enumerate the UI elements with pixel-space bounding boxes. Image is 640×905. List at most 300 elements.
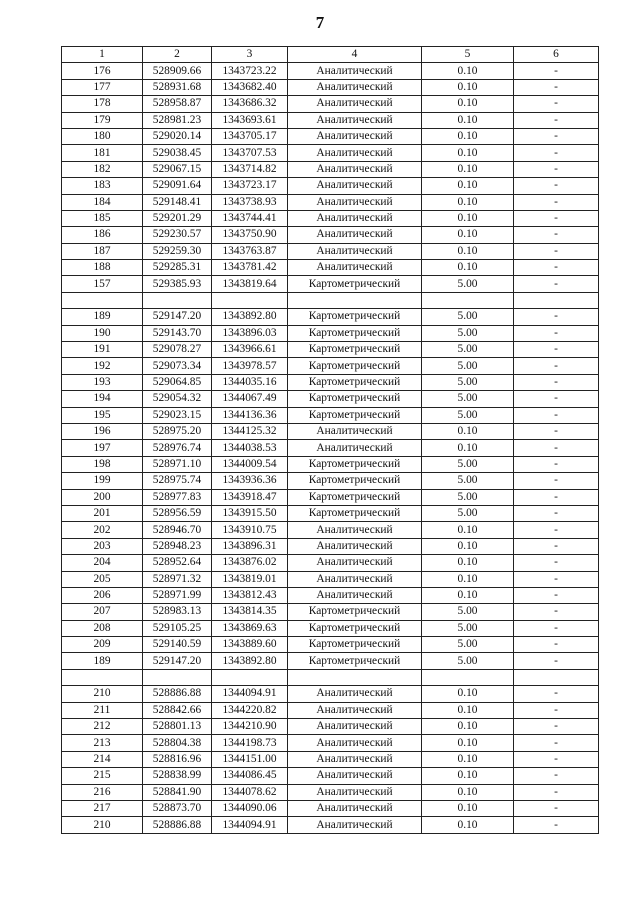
column-header: 4 bbox=[288, 47, 422, 63]
accuracy-cell: 5.00 bbox=[422, 309, 514, 325]
note-cell: - bbox=[514, 719, 599, 735]
point-number-cell: 199 bbox=[62, 473, 143, 489]
table-row bbox=[62, 522, 599, 538]
x-coordinate-cell: 529020.14 bbox=[143, 128, 212, 144]
point-number-cell: 157 bbox=[62, 276, 143, 292]
x-coordinate-cell: 529073.34 bbox=[143, 358, 212, 374]
accuracy-cell: 5.00 bbox=[422, 620, 514, 636]
x-coordinate-cell: 528948.23 bbox=[143, 538, 212, 554]
y-coordinate-cell: 1344067.49 bbox=[212, 391, 288, 407]
point-number-cell: 200 bbox=[62, 489, 143, 505]
y-coordinate-cell: 1343707.53 bbox=[212, 145, 288, 161]
table-row bbox=[62, 161, 599, 177]
accuracy-cell: 5.00 bbox=[422, 653, 514, 669]
table-row bbox=[62, 784, 599, 800]
x-coordinate-cell: 529067.15 bbox=[143, 161, 212, 177]
point-number-cell bbox=[62, 669, 143, 685]
table-row bbox=[62, 768, 599, 784]
x-coordinate-cell: 529285.31 bbox=[143, 260, 212, 276]
note-cell: - bbox=[514, 800, 599, 816]
accuracy-cell: 0.10 bbox=[422, 423, 514, 439]
y-coordinate-cell: 1343819.64 bbox=[212, 276, 288, 292]
point-number-cell: 207 bbox=[62, 604, 143, 620]
method-cell: Аналитический bbox=[288, 63, 422, 79]
method-cell: Аналитический bbox=[288, 686, 422, 702]
method-cell: Картометрический bbox=[288, 325, 422, 341]
method-cell: Картометрический bbox=[288, 653, 422, 669]
method-cell: Аналитический bbox=[288, 784, 422, 800]
point-number-cell: 213 bbox=[62, 735, 143, 751]
column-header: 2 bbox=[143, 47, 212, 63]
method-cell: Аналитический bbox=[288, 96, 422, 112]
method-cell: Аналитический bbox=[288, 260, 422, 276]
accuracy-cell: 5.00 bbox=[422, 358, 514, 374]
note-cell: - bbox=[514, 637, 599, 653]
point-number-cell: 214 bbox=[62, 751, 143, 767]
point-number-cell: 188 bbox=[62, 260, 143, 276]
note-cell: - bbox=[514, 210, 599, 226]
table-row bbox=[62, 358, 599, 374]
accuracy-cell bbox=[422, 669, 514, 685]
x-coordinate-cell: 528801.13 bbox=[143, 719, 212, 735]
table-row bbox=[62, 817, 599, 833]
note-cell: - bbox=[514, 342, 599, 358]
y-coordinate-cell: 1344094.91 bbox=[212, 686, 288, 702]
point-number-cell: 206 bbox=[62, 587, 143, 603]
note-cell: - bbox=[514, 686, 599, 702]
method-cell: Аналитический bbox=[288, 161, 422, 177]
y-coordinate-cell: 1344220.82 bbox=[212, 702, 288, 718]
method-cell: Картометрический bbox=[288, 407, 422, 423]
method-cell: Аналитический bbox=[288, 538, 422, 554]
accuracy-cell: 5.00 bbox=[422, 637, 514, 653]
accuracy-cell: 0.10 bbox=[422, 719, 514, 735]
x-coordinate-cell: 528976.74 bbox=[143, 440, 212, 456]
x-coordinate-cell: 528886.88 bbox=[143, 817, 212, 833]
accuracy-cell: 0.10 bbox=[422, 194, 514, 210]
accuracy-cell: 0.10 bbox=[422, 768, 514, 784]
method-cell: Картометрический bbox=[288, 358, 422, 374]
x-coordinate-cell: 528804.38 bbox=[143, 735, 212, 751]
table-row bbox=[62, 96, 599, 112]
y-coordinate-cell: 1343705.17 bbox=[212, 128, 288, 144]
table-row bbox=[62, 374, 599, 390]
accuracy-cell bbox=[422, 292, 514, 308]
x-coordinate-cell: 528956.59 bbox=[143, 505, 212, 521]
point-number-cell: 189 bbox=[62, 309, 143, 325]
x-coordinate-cell: 529064.85 bbox=[143, 374, 212, 390]
y-coordinate-cell: 1344038.53 bbox=[212, 440, 288, 456]
accuracy-cell: 5.00 bbox=[422, 374, 514, 390]
note-cell: - bbox=[514, 194, 599, 210]
point-number-cell: 198 bbox=[62, 456, 143, 472]
table-row bbox=[62, 243, 599, 259]
point-number-cell: 211 bbox=[62, 702, 143, 718]
table-row bbox=[62, 407, 599, 423]
accuracy-cell: 0.10 bbox=[422, 161, 514, 177]
accuracy-cell: 0.10 bbox=[422, 112, 514, 128]
accuracy-cell: 0.10 bbox=[422, 243, 514, 259]
point-number-cell: 197 bbox=[62, 440, 143, 456]
column-header: 1 bbox=[62, 47, 143, 63]
method-cell: Картометрический bbox=[288, 391, 422, 407]
x-coordinate-cell: 528952.64 bbox=[143, 555, 212, 571]
y-coordinate-cell: 1343936.36 bbox=[212, 473, 288, 489]
method-cell bbox=[288, 669, 422, 685]
x-coordinate-cell: 529078.27 bbox=[143, 342, 212, 358]
x-coordinate-cell: 528971.32 bbox=[143, 571, 212, 587]
y-coordinate-cell: 1343763.87 bbox=[212, 243, 288, 259]
accuracy-cell: 0.10 bbox=[422, 784, 514, 800]
x-coordinate-cell: 528977.83 bbox=[143, 489, 212, 505]
accuracy-cell: 0.10 bbox=[422, 79, 514, 95]
y-coordinate-cell: 1344198.73 bbox=[212, 735, 288, 751]
method-cell: Картометрический bbox=[288, 637, 422, 653]
y-coordinate-cell: 1343781.42 bbox=[212, 260, 288, 276]
point-number-cell: 203 bbox=[62, 538, 143, 554]
method-cell: Картометрический bbox=[288, 489, 422, 505]
table-row bbox=[62, 276, 599, 292]
table-row bbox=[62, 538, 599, 554]
table-row bbox=[62, 653, 599, 669]
accuracy-cell: 0.10 bbox=[422, 210, 514, 226]
table-row bbox=[62, 702, 599, 718]
x-coordinate-cell: 528971.99 bbox=[143, 587, 212, 603]
accuracy-cell: 5.00 bbox=[422, 407, 514, 423]
x-coordinate-cell: 528975.20 bbox=[143, 423, 212, 439]
point-number-cell: 183 bbox=[62, 178, 143, 194]
note-cell: - bbox=[514, 243, 599, 259]
method-cell: Картометрический bbox=[288, 620, 422, 636]
note-cell: - bbox=[514, 112, 599, 128]
table-row bbox=[62, 637, 599, 653]
note-cell bbox=[514, 292, 599, 308]
method-cell: Аналитический bbox=[288, 555, 422, 571]
table-row bbox=[62, 489, 599, 505]
accuracy-cell: 0.10 bbox=[422, 735, 514, 751]
method-cell: Аналитический bbox=[288, 243, 422, 259]
accuracy-cell: 5.00 bbox=[422, 325, 514, 341]
table-row bbox=[62, 555, 599, 571]
point-number-cell: 185 bbox=[62, 210, 143, 226]
x-coordinate-cell bbox=[143, 669, 212, 685]
y-coordinate-cell: 1343869.63 bbox=[212, 620, 288, 636]
y-coordinate-cell: 1343892.80 bbox=[212, 653, 288, 669]
table-row bbox=[62, 473, 599, 489]
note-cell: - bbox=[514, 227, 599, 243]
accuracy-cell: 0.10 bbox=[422, 96, 514, 112]
note-cell: - bbox=[514, 571, 599, 587]
y-coordinate-cell bbox=[212, 669, 288, 685]
y-coordinate-cell: 1343978.57 bbox=[212, 358, 288, 374]
note-cell: - bbox=[514, 768, 599, 784]
y-coordinate-cell: 1343738.93 bbox=[212, 194, 288, 210]
note-cell: - bbox=[514, 735, 599, 751]
x-coordinate-cell: 529385.93 bbox=[143, 276, 212, 292]
table-row bbox=[62, 194, 599, 210]
method-cell: Картометрический bbox=[288, 309, 422, 325]
note-cell: - bbox=[514, 79, 599, 95]
column-header: 6 bbox=[514, 47, 599, 63]
x-coordinate-cell: 529201.29 bbox=[143, 210, 212, 226]
x-coordinate-cell: 528981.23 bbox=[143, 112, 212, 128]
note-cell: - bbox=[514, 96, 599, 112]
x-coordinate-cell: 528931.68 bbox=[143, 79, 212, 95]
y-coordinate-cell: 1343966.61 bbox=[212, 342, 288, 358]
table-row bbox=[62, 505, 599, 521]
accuracy-cell: 0.10 bbox=[422, 751, 514, 767]
accuracy-cell: 0.10 bbox=[422, 260, 514, 276]
method-cell: Аналитический bbox=[288, 800, 422, 816]
y-coordinate-cell: 1344136.36 bbox=[212, 407, 288, 423]
point-number-cell: 217 bbox=[62, 800, 143, 816]
method-cell: Аналитический bbox=[288, 522, 422, 538]
note-cell: - bbox=[514, 587, 599, 603]
method-cell: Аналитический bbox=[288, 440, 422, 456]
x-coordinate-cell: 528816.96 bbox=[143, 751, 212, 767]
method-cell: Аналитический bbox=[288, 423, 422, 439]
table-row bbox=[62, 719, 599, 735]
point-number-cell: 177 bbox=[62, 79, 143, 95]
table-row bbox=[62, 423, 599, 439]
y-coordinate-cell: 1343693.61 bbox=[212, 112, 288, 128]
method-cell: Аналитический bbox=[288, 145, 422, 161]
x-coordinate-cell bbox=[143, 292, 212, 308]
y-coordinate-cell: 1343723.22 bbox=[212, 63, 288, 79]
accuracy-cell: 0.10 bbox=[422, 587, 514, 603]
note-cell: - bbox=[514, 604, 599, 620]
method-cell: Картометрический bbox=[288, 342, 422, 358]
method-cell: Аналитический bbox=[288, 719, 422, 735]
table-row bbox=[62, 571, 599, 587]
method-cell: Аналитический bbox=[288, 178, 422, 194]
note-cell: - bbox=[514, 440, 599, 456]
point-number-cell: 180 bbox=[62, 128, 143, 144]
note-cell: - bbox=[514, 751, 599, 767]
page-number: 7 bbox=[315, 13, 325, 32]
accuracy-cell: 0.10 bbox=[422, 686, 514, 702]
x-coordinate-cell: 528838.99 bbox=[143, 768, 212, 784]
x-coordinate-cell: 529147.20 bbox=[143, 653, 212, 669]
method-cell: Аналитический bbox=[288, 79, 422, 95]
x-coordinate-cell: 528971.10 bbox=[143, 456, 212, 472]
x-coordinate-cell: 529091.64 bbox=[143, 178, 212, 194]
note-cell: - bbox=[514, 178, 599, 194]
note-cell bbox=[514, 669, 599, 685]
column-header: 3 bbox=[212, 47, 288, 63]
accuracy-cell: 0.10 bbox=[422, 522, 514, 538]
method-cell: Картометрический bbox=[288, 473, 422, 489]
x-coordinate-cell: 529023.15 bbox=[143, 407, 212, 423]
method-cell: Картометрический bbox=[288, 374, 422, 390]
point-number-cell: 210 bbox=[62, 686, 143, 702]
point-number-cell: 194 bbox=[62, 391, 143, 407]
table-row bbox=[62, 686, 599, 702]
accuracy-cell: 0.10 bbox=[422, 227, 514, 243]
y-coordinate-cell: 1343889.60 bbox=[212, 637, 288, 653]
y-coordinate-cell: 1343896.03 bbox=[212, 325, 288, 341]
accuracy-cell: 0.10 bbox=[422, 571, 514, 587]
accuracy-cell: 5.00 bbox=[422, 342, 514, 358]
note-cell: - bbox=[514, 374, 599, 390]
point-number-cell: 189 bbox=[62, 653, 143, 669]
x-coordinate-cell: 528975.74 bbox=[143, 473, 212, 489]
method-cell: Аналитический bbox=[288, 571, 422, 587]
column-header: 5 bbox=[422, 47, 514, 63]
x-coordinate-cell: 528873.70 bbox=[143, 800, 212, 816]
x-coordinate-cell: 528909.66 bbox=[143, 63, 212, 79]
table-row bbox=[62, 342, 599, 358]
x-coordinate-cell: 529143.70 bbox=[143, 325, 212, 341]
accuracy-cell: 5.00 bbox=[422, 489, 514, 505]
table-row bbox=[62, 145, 599, 161]
point-number-cell: 176 bbox=[62, 63, 143, 79]
point-number-cell: 193 bbox=[62, 374, 143, 390]
table-row bbox=[62, 440, 599, 456]
x-coordinate-cell: 528958.87 bbox=[143, 96, 212, 112]
note-cell: - bbox=[514, 555, 599, 571]
point-number-cell: 186 bbox=[62, 227, 143, 243]
table-row bbox=[62, 391, 599, 407]
method-cell: Аналитический bbox=[288, 751, 422, 767]
table-row bbox=[62, 227, 599, 243]
accuracy-cell: 5.00 bbox=[422, 391, 514, 407]
note-cell: - bbox=[514, 817, 599, 833]
y-coordinate-cell: 1344151.00 bbox=[212, 751, 288, 767]
point-number-cell: 184 bbox=[62, 194, 143, 210]
table-body bbox=[62, 47, 599, 834]
x-coordinate-cell: 528886.88 bbox=[143, 686, 212, 702]
method-cell: Аналитический bbox=[288, 227, 422, 243]
y-coordinate-cell: 1344210.90 bbox=[212, 719, 288, 735]
accuracy-cell: 5.00 bbox=[422, 604, 514, 620]
x-coordinate-cell: 528842.66 bbox=[143, 702, 212, 718]
y-coordinate-cell: 1344086.45 bbox=[212, 768, 288, 784]
accuracy-cell: 0.10 bbox=[422, 145, 514, 161]
accuracy-cell: 0.10 bbox=[422, 63, 514, 79]
y-coordinate-cell: 1343915.50 bbox=[212, 505, 288, 521]
point-number-cell: 191 bbox=[62, 342, 143, 358]
note-cell: - bbox=[514, 620, 599, 636]
table-row bbox=[62, 751, 599, 767]
accuracy-cell: 0.10 bbox=[422, 817, 514, 833]
note-cell: - bbox=[514, 784, 599, 800]
point-number-cell: 209 bbox=[62, 637, 143, 653]
point-number-cell: 216 bbox=[62, 784, 143, 800]
point-number-cell: 187 bbox=[62, 243, 143, 259]
note-cell: - bbox=[514, 522, 599, 538]
point-number-cell: 179 bbox=[62, 112, 143, 128]
table-header-row bbox=[62, 47, 599, 63]
note-cell: - bbox=[514, 473, 599, 489]
point-number-cell: 201 bbox=[62, 505, 143, 521]
coordinates-table bbox=[61, 46, 599, 834]
y-coordinate-cell: 1343714.82 bbox=[212, 161, 288, 177]
accuracy-cell: 5.00 bbox=[422, 456, 514, 472]
x-coordinate-cell: 528946.70 bbox=[143, 522, 212, 538]
method-cell: Аналитический bbox=[288, 702, 422, 718]
table-row bbox=[62, 587, 599, 603]
y-coordinate-cell: 1343750.90 bbox=[212, 227, 288, 243]
y-coordinate-cell: 1343819.01 bbox=[212, 571, 288, 587]
accuracy-cell: 0.10 bbox=[422, 128, 514, 144]
point-number-cell: 196 bbox=[62, 423, 143, 439]
table-row bbox=[62, 210, 599, 226]
x-coordinate-cell: 529038.45 bbox=[143, 145, 212, 161]
x-coordinate-cell: 528983.13 bbox=[143, 604, 212, 620]
y-coordinate-cell: 1343896.31 bbox=[212, 538, 288, 554]
method-cell: Аналитический bbox=[288, 210, 422, 226]
y-coordinate-cell: 1344035.16 bbox=[212, 374, 288, 390]
point-number-cell: 190 bbox=[62, 325, 143, 341]
table-row bbox=[62, 456, 599, 472]
point-number-cell: 204 bbox=[62, 555, 143, 571]
y-coordinate-cell: 1343910.75 bbox=[212, 522, 288, 538]
note-cell: - bbox=[514, 456, 599, 472]
point-number-cell: 192 bbox=[62, 358, 143, 374]
accuracy-cell: 5.00 bbox=[422, 276, 514, 292]
y-coordinate-cell: 1343814.35 bbox=[212, 604, 288, 620]
table-row bbox=[62, 79, 599, 95]
method-cell: Картометрический bbox=[288, 505, 422, 521]
y-coordinate-cell: 1343918.47 bbox=[212, 489, 288, 505]
x-coordinate-cell: 528841.90 bbox=[143, 784, 212, 800]
table-row bbox=[62, 292, 599, 308]
note-cell: - bbox=[514, 423, 599, 439]
y-coordinate-cell: 1343744.41 bbox=[212, 210, 288, 226]
y-coordinate-cell: 1343686.32 bbox=[212, 96, 288, 112]
method-cell: Аналитический bbox=[288, 735, 422, 751]
table-row bbox=[62, 620, 599, 636]
point-number-cell: 181 bbox=[62, 145, 143, 161]
point-number-cell bbox=[62, 292, 143, 308]
method-cell: Аналитический bbox=[288, 112, 422, 128]
note-cell: - bbox=[514, 145, 599, 161]
note-cell: - bbox=[514, 260, 599, 276]
method-cell: Аналитический bbox=[288, 128, 422, 144]
note-cell: - bbox=[514, 505, 599, 521]
method-cell: Картометрический bbox=[288, 604, 422, 620]
table-row bbox=[62, 325, 599, 341]
y-coordinate-cell: 1344094.91 bbox=[212, 817, 288, 833]
y-coordinate-cell bbox=[212, 292, 288, 308]
table-row bbox=[62, 309, 599, 325]
point-number-cell: 212 bbox=[62, 719, 143, 735]
x-coordinate-cell: 529140.59 bbox=[143, 637, 212, 653]
table-row bbox=[62, 178, 599, 194]
point-number-cell: 208 bbox=[62, 620, 143, 636]
point-number-cell: 210 bbox=[62, 817, 143, 833]
table-row bbox=[62, 735, 599, 751]
method-cell: Картометрический bbox=[288, 456, 422, 472]
table-row bbox=[62, 112, 599, 128]
note-cell: - bbox=[514, 358, 599, 374]
note-cell: - bbox=[514, 653, 599, 669]
accuracy-cell: 0.10 bbox=[422, 178, 514, 194]
note-cell: - bbox=[514, 309, 599, 325]
table-row bbox=[62, 63, 599, 79]
accuracy-cell: 0.10 bbox=[422, 702, 514, 718]
y-coordinate-cell: 1343892.80 bbox=[212, 309, 288, 325]
x-coordinate-cell: 529230.57 bbox=[143, 227, 212, 243]
accuracy-cell: 5.00 bbox=[422, 473, 514, 489]
table-row bbox=[62, 604, 599, 620]
point-number-cell: 195 bbox=[62, 407, 143, 423]
point-number-cell: 178 bbox=[62, 96, 143, 112]
method-cell: Аналитический bbox=[288, 817, 422, 833]
point-number-cell: 205 bbox=[62, 571, 143, 587]
table-row bbox=[62, 260, 599, 276]
